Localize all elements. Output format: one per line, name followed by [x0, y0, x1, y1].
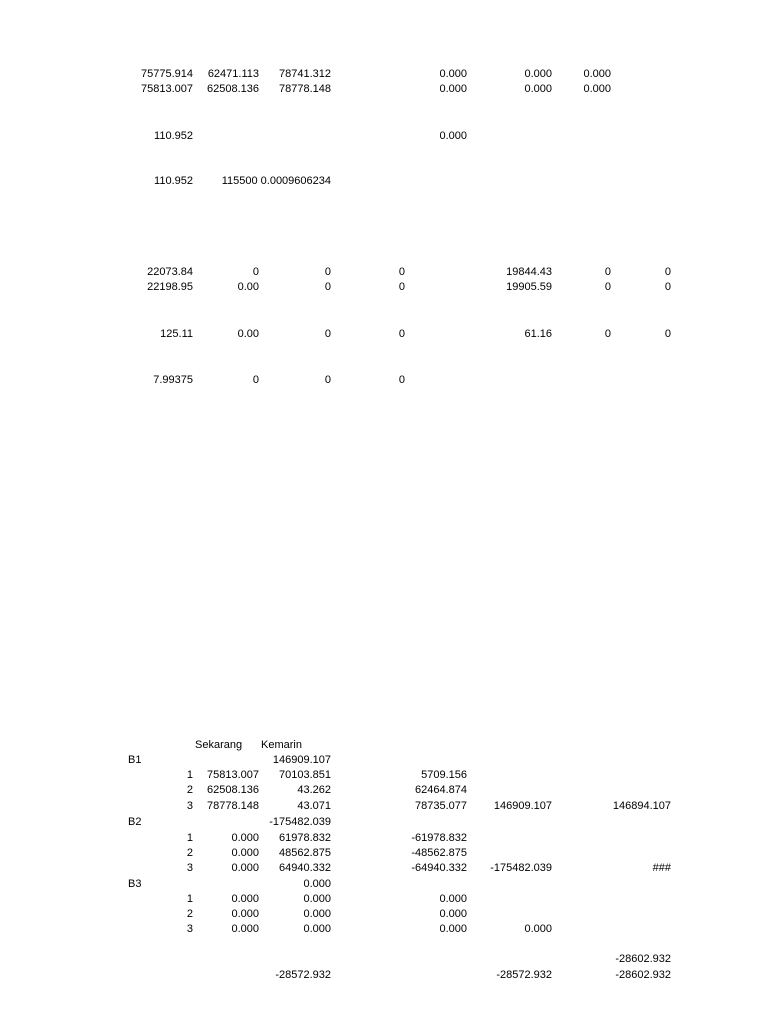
cell[interactable]: 78741.312 — [279, 68, 331, 80]
cell[interactable]: 78778.148 — [207, 800, 259, 812]
cell[interactable]: 0.000 — [231, 847, 259, 859]
cell[interactable]: -64940.332 — [411, 862, 467, 874]
cell[interactable]: 62508.136 — [207, 784, 259, 796]
row-index[interactable]: 3 — [186, 862, 193, 874]
cell[interactable]: 0.00 — [237, 281, 259, 293]
cell[interactable]: 0.00 — [237, 328, 259, 340]
cell[interactable]: 0.000 — [439, 908, 467, 920]
cell[interactable]: 48562.875 — [279, 847, 331, 859]
total-cell[interactable]: -28572.932 — [275, 969, 331, 981]
cell[interactable]: 0.000 — [583, 83, 611, 95]
row-index[interactable]: 3 — [186, 923, 193, 935]
cell[interactable]: 70103.851 — [279, 769, 331, 781]
cell[interactable]: 19844.43 — [506, 266, 552, 278]
cell[interactable]: 0.000 — [231, 832, 259, 844]
cell[interactable]: 61.16 — [524, 328, 552, 340]
cell[interactable]: -175482.039 — [490, 862, 552, 874]
cell[interactable]: 110.952 — [154, 175, 193, 187]
cell[interactable]: 0.000 — [583, 68, 611, 80]
cell[interactable]: 7.99375 — [153, 374, 193, 386]
cell[interactable]: 0 — [398, 374, 405, 386]
cell[interactable]: 110.952 — [154, 130, 193, 142]
sheet-row — [0, 82, 768, 97]
cell[interactable]: 0 — [324, 328, 331, 340]
overflow-cell[interactable]: ### — [652, 862, 671, 874]
totals-row — [0, 968, 768, 983]
cell[interactable]: 146909.107 — [493, 800, 552, 812]
sheet-row — [0, 861, 768, 876]
cell[interactable]: 0.000 — [303, 908, 331, 920]
cell[interactable]: 64940.332 — [279, 862, 331, 874]
cell[interactable]: 0.000 — [524, 923, 552, 935]
cell[interactable]: 0 — [604, 266, 611, 278]
sheet-row — [0, 327, 768, 342]
sheet-row — [0, 280, 768, 295]
group-row-b3 — [0, 877, 768, 892]
cell[interactable]: 0 — [664, 281, 671, 293]
sheet-row — [0, 783, 768, 798]
sheet-row — [0, 952, 768, 967]
cell[interactable]: 0 — [324, 281, 331, 293]
sheet-row — [0, 799, 768, 814]
cell[interactable]: 0.000 — [439, 893, 467, 905]
row-index[interactable]: 2 — [186, 847, 193, 859]
row-index[interactable]: 1 — [186, 832, 193, 844]
cell[interactable]: 78735.077 — [415, 800, 467, 812]
cell[interactable]: 0.000 — [303, 923, 331, 935]
cell[interactable]: 5709.156 — [421, 769, 467, 781]
cell[interactable]: 43.071 — [297, 800, 331, 812]
cell[interactable]: 75813.007 — [141, 83, 193, 95]
cell[interactable]: 22198.95 — [147, 281, 193, 293]
column-header-kemarin[interactable]: Kemarin — [261, 739, 302, 751]
row-index[interactable]: 2 — [186, 784, 193, 796]
cell[interactable]: -28602.932 — [615, 953, 671, 965]
group-row-b1 — [0, 753, 768, 768]
group-label[interactable]: B2 — [128, 816, 142, 828]
cell[interactable]: 146894.107 — [612, 800, 671, 812]
group-total[interactable]: 0.000 — [303, 878, 331, 890]
sheet-row — [0, 846, 768, 861]
sheet-row — [0, 831, 768, 846]
cell[interactable]: 0 — [324, 374, 331, 386]
cell[interactable]: -48562.875 — [411, 847, 467, 859]
cell[interactable]: 115500 0.0009606234 — [221, 175, 331, 187]
total-cell[interactable]: -28572.932 — [496, 969, 552, 981]
cell[interactable]: 0 — [398, 266, 405, 278]
row-index[interactable]: 1 — [186, 769, 193, 781]
column-header-sekarang[interactable]: Sekarang — [195, 739, 243, 751]
sheet-row — [0, 768, 768, 783]
cell[interactable]: 0.000 — [231, 923, 259, 935]
row-index[interactable]: 2 — [186, 908, 193, 920]
row-index[interactable]: 3 — [186, 800, 193, 812]
cell[interactable]: 0 — [604, 281, 611, 293]
cell[interactable]: 0.000 — [231, 862, 259, 874]
sheet-row — [0, 174, 768, 189]
cell[interactable]: 19905.59 — [506, 281, 552, 293]
group-label[interactable]: B3 — [128, 878, 142, 890]
cell[interactable]: 0.000 — [439, 83, 467, 95]
cell[interactable]: 61978.832 — [279, 832, 331, 844]
cell[interactable]: 75775.914 — [141, 68, 193, 80]
sheet-row — [0, 373, 768, 388]
cell[interactable]: 0 — [252, 374, 259, 386]
cell[interactable]: -61978.832 — [411, 832, 467, 844]
cell[interactable]: 75813.007 — [207, 769, 259, 781]
cell[interactable]: 43.262 — [297, 784, 331, 796]
cell[interactable]: 0.000 — [231, 908, 259, 920]
header-row — [0, 738, 768, 753]
cell[interactable]: 0.000 — [439, 923, 467, 935]
group-total[interactable]: 146909.107 — [272, 754, 331, 766]
sheet-row — [0, 129, 768, 144]
cell[interactable]: 0.000 — [231, 893, 259, 905]
cell[interactable]: 0.000 — [439, 68, 467, 80]
group-label[interactable]: B1 — [128, 754, 142, 766]
cell[interactable]: 0.000 — [303, 893, 331, 905]
cell[interactable]: 0 — [252, 266, 259, 278]
group-total[interactable]: -175482.039 — [269, 816, 331, 828]
cell[interactable]: 62464.874 — [415, 784, 467, 796]
cell[interactable]: 125.11 — [160, 328, 193, 340]
cell[interactable]: 0 — [664, 266, 671, 278]
cell[interactable]: 22073.84 — [147, 266, 193, 278]
sheet-row — [0, 892, 768, 907]
sheet-row — [0, 67, 768, 82]
cell[interactable]: 62508.136 — [207, 83, 259, 95]
cell[interactable]: 0 — [398, 328, 405, 340]
cell[interactable]: 0.000 — [524, 68, 552, 80]
row-index[interactable]: 1 — [186, 893, 193, 905]
cell[interactable]: 0 — [398, 281, 405, 293]
group-row-b2 — [0, 815, 768, 830]
total-cell[interactable]: -28602.932 — [615, 969, 671, 981]
cell[interactable]: 0 — [664, 328, 671, 340]
cell[interactable]: 0 — [324, 266, 331, 278]
cell[interactable]: 0 — [604, 328, 611, 340]
sheet-row — [0, 922, 768, 937]
cell[interactable]: 78778.148 — [279, 83, 331, 95]
sheet-row — [0, 265, 768, 280]
cell[interactable]: 0.000 — [524, 83, 552, 95]
cell[interactable]: 0.000 — [439, 130, 467, 142]
sheet-row — [0, 907, 768, 922]
cell[interactable]: 62471.113 — [207, 68, 259, 80]
